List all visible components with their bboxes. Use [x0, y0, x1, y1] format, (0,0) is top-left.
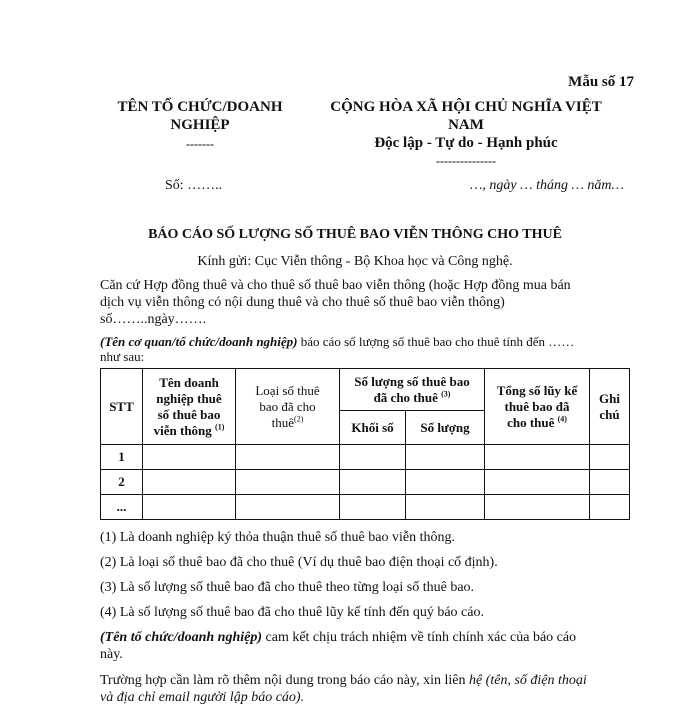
- contact-line1: [100, 672, 640, 689]
- footnote-3: (3) Là số lượng số thuê bao đã cho thuê theo từng loại số thuê bao.: [100, 580, 475, 595]
- cell: [485, 470, 590, 495]
- header-notes-line2: chú: [599, 406, 620, 422]
- row-stt: 1: [101, 445, 143, 470]
- basis-line-3: số……..ngày…….: [100, 312, 207, 327]
- header-cumulative-total: [485, 369, 590, 445]
- header-tenant-name-line1: Tên doanh: [159, 374, 219, 390]
- header-tenant-name: [143, 369, 236, 445]
- basis-line-1: Căn cứ Hợp đồng thuê và cho thuê số thuê bao viễn thông (hoặc Hợp đồng mua bán: [100, 278, 571, 293]
- cell: [236, 495, 340, 520]
- cell: [143, 495, 236, 520]
- national-motto: Độc lập - Tự do - Hạnh phúc: [374, 135, 558, 151]
- cell: [406, 495, 485, 520]
- header-number-type: [236, 369, 340, 445]
- footnote-1: (1) Là doanh nghiệp ký thỏa thuận thuê số thuê bao viễn thông.: [100, 530, 455, 545]
- recipient-line: Kính gửi: Cục Viễn thông - Bộ Khoa học và Công nghệ.: [197, 254, 513, 269]
- commitment-org-placeholder: (Tên tổ chức/doanh nghiệp): [100, 630, 263, 645]
- basis-line-2: dịch vụ viễn thông có nội dung thuê và cho thuê số thuê bao viễn thông): [100, 295, 505, 310]
- header-cumulative-line3: [485, 415, 589, 431]
- organization-name-line2: NGHIỆP: [170, 117, 230, 133]
- header-number-type-footnote: (2): [294, 414, 304, 424]
- contact-text: Trường hợp cần làm rõ thêm nội dung trong báo cáo này, xin liên: [100, 673, 469, 688]
- report-intro: [100, 334, 630, 364]
- table-row: [101, 445, 630, 470]
- cell: [340, 495, 406, 520]
- header-number-type-line1: Loại số thuê: [255, 382, 320, 398]
- header-number-type-line2: bao đã cho: [259, 398, 316, 414]
- header-quantity-line1: Số lượng số thuê bao: [354, 373, 470, 389]
- header-cumulative-line1: Tổng số lũy kế: [496, 382, 578, 398]
- report-intro-line2: như sau:: [100, 349, 145, 364]
- cell: [485, 495, 590, 520]
- commitment-paragraph: [100, 629, 640, 663]
- row-stt: 2: [101, 470, 143, 495]
- national-title-line1: CỘNG HÒA XÃ HỘI CHỦ NGHĨA VIỆT: [330, 99, 602, 115]
- report-intro-text: báo cáo số lượng số thuê bao cho thuê tính đến ……: [297, 334, 575, 349]
- header-tenant-name-text: viễn thông: [153, 422, 212, 438]
- cell: [590, 445, 630, 470]
- report-intro-line1: [100, 334, 630, 349]
- footnote-4: (4) Là số lượng số thuê bao đã cho thuê lũy kế tính đến quý báo cáo.: [100, 605, 484, 620]
- cell: [236, 445, 340, 470]
- cell: [406, 445, 485, 470]
- header-number-type-line3: [236, 415, 339, 431]
- organization-name: [100, 98, 300, 134]
- national-title-line2: NAM: [448, 117, 484, 133]
- header-tenant-name-line4: [143, 423, 235, 439]
- basis-paragraph: [100, 277, 630, 328]
- header-cumulative-footnote: (4): [557, 414, 567, 424]
- contact-details-placeholder: hệ (tên, số điện thoại: [468, 673, 587, 688]
- header-quantity-text: đã cho thuê: [373, 389, 438, 405]
- contact-paragraph: [100, 672, 640, 706]
- document-date: …, ngày … tháng … năm…: [469, 178, 624, 193]
- header-number-block: Khối số: [340, 411, 406, 445]
- commitment-line1: [100, 629, 640, 646]
- form-number: Mẫu số 17: [568, 74, 634, 90]
- report-title: BÁO CÁO SỐ LƯỢNG SỐ THUÊ BAO VIỄN THÔNG CHO THUÊ: [148, 227, 562, 242]
- header-count: Số lượng: [406, 411, 485, 445]
- header-stt: STT: [101, 369, 143, 445]
- cell: [236, 470, 340, 495]
- header-number-type-text: thuê: [271, 414, 295, 430]
- national-title: [316, 98, 616, 134]
- header-cumulative-line2: thuê bao đã: [504, 398, 570, 414]
- contact-line2: và địa chỉ email người lập báo cáo).: [100, 690, 305, 705]
- motto-divider: ---------------: [436, 154, 496, 168]
- organization-divider: -------: [186, 137, 214, 151]
- cell: [143, 445, 236, 470]
- row-stt: ...: [101, 495, 143, 520]
- header-quantity-group: [340, 369, 485, 411]
- header-tenant-name-footnote: (1): [215, 422, 225, 432]
- cell: [485, 445, 590, 470]
- header-quantity-footnote: (3): [441, 389, 451, 399]
- header-quantity-line2: [340, 390, 484, 406]
- header-notes-line1: Ghi: [599, 390, 620, 406]
- header-tenant-name-line3: số thuê bao: [157, 406, 221, 422]
- cell: [590, 495, 630, 520]
- report-intro-org-placeholder: (Tên cơ quan/tổ chức/doanh nghiệp): [100, 334, 298, 349]
- commitment-text: cam kết chịu trách nhiệm về tính chính xác của báo cáo: [262, 630, 577, 645]
- commitment-line2: này.: [100, 647, 123, 662]
- cell: [590, 470, 630, 495]
- header-tenant-name-line2: nghiệp thuê: [156, 390, 222, 406]
- table-row: [101, 495, 630, 520]
- cell: [406, 470, 485, 495]
- organization-name-line1: TÊN TỔ CHỨC/DOANH: [117, 99, 283, 115]
- footnote-2: (2) Là loại số thuê bao đã cho thuê (Ví dụ thuê bao điện thoại cố định).: [100, 555, 498, 570]
- cell: [143, 470, 236, 495]
- cell: [340, 445, 406, 470]
- cell: [340, 470, 406, 495]
- document-number: Số: ……..: [165, 178, 223, 193]
- table-row: [101, 470, 630, 495]
- subscriber-report-table: [100, 368, 630, 520]
- header-cumulative-text: cho thuê: [507, 414, 555, 430]
- header-notes: [590, 369, 630, 445]
